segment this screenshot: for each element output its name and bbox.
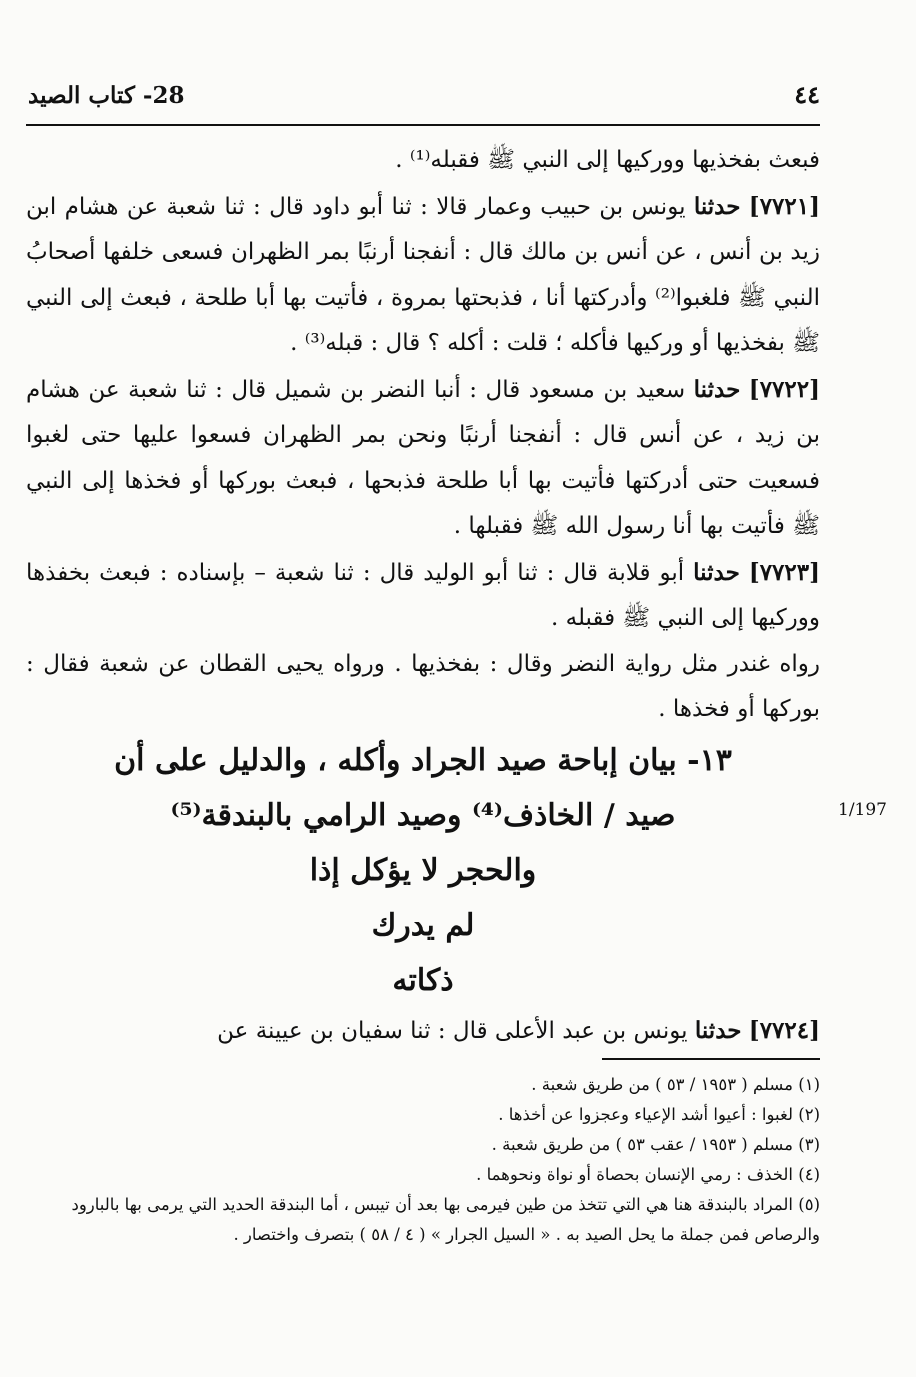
- hadith-lead: حدثنا: [694, 1016, 742, 1044]
- chapter-heading-line-5: ذكاته: [392, 962, 454, 998]
- chapter-heading-line-1: ١٣- بيان إباحة صيد الجراد وأكله ، والدليل على أن: [114, 742, 732, 778]
- footnote-5: (٥) المراد بالبندقة هنا هي التي تتخذ من طين فيرمى بها بعد أن تيبس ، أما البندقة الحديد التي يرمى بها بالبارود والرصاص فمن جملة ما يحل الصيد به . « السيل الجرار » ( ٤ / ٥٨ ) بتصرف واختصار .: [71, 1195, 820, 1244]
- paragraph-rawah: رواه غندر مثل رواية النضر وقال : بفخذيها . ورواه يحيى القطان عن شعبة فقال : بوركها أو فخذها .: [26, 650, 820, 722]
- hadith-lead: حدثنا: [693, 558, 740, 586]
- footnote-rule: [602, 1058, 820, 1060]
- hadith-number: [٧٧٢٣]: [748, 558, 821, 586]
- hadith-7724: [26, 1008, 820, 1055]
- footnote-4: (٤) الخذف : رمي الإنسان بحصاة أو نواة ونحوهما .: [476, 1165, 820, 1184]
- page-number: ٤٤: [794, 80, 820, 109]
- hadith-text: يونس بن عبد الأعلى قال : ثنا سفيان بن عيينة عن: [217, 1017, 688, 1044]
- hadith-text: أبو قلابة قال : ثنا أبو الوليد قال : ثنا شعبة – بإسناده : فبعث بخفذها ووركيها إلى النبي ﷺ فقبله .: [26, 559, 820, 631]
- hadith-text: يونس بن حبيب وعمار قالا : ثنا أبو داود قال : ثنا شعبة عن هشام ابن زيد بن أنس ، عن أنس بن مالك قال : أنفجنا أرنبًا بمر الظهران فسعى خلفها أصحابُ النبي ﷺ فلغبوا⁽²⁾ وأدركتها أنا ، فذبحتها بمروة ، فأتيت بها أبا طلحة ، فبعث إلى النبي ﷺ بفخذيها أو وركيها فأكله ؛ قلت : أكله ؟ قال : قبله⁽³⁾ .: [26, 193, 820, 356]
- hadith-number: [٧٧٢١]: [748, 192, 820, 220]
- chapter-heading-line-4: لم يدرك: [371, 907, 475, 943]
- footnote-2: (٢) لغبوا : أعيوا أشد الإعياء وعجزوا عن أخذها .: [498, 1105, 820, 1124]
- hadith-7723: [26, 550, 820, 642]
- margin-reference: 1/197: [838, 800, 887, 820]
- hadith-7721: [26, 184, 820, 367]
- footnote-1: (١) مسلم ( ١٩٥٣ / ٥٣ ) من طريق شعبة .: [531, 1075, 820, 1094]
- footnotes: [26, 1070, 820, 1250]
- hadith-lead: حدثنا: [693, 192, 741, 220]
- footnote-3: (٣) مسلم ( ١٩٥٣ / عقب ٥٣ ) من طريق شعبة .: [491, 1135, 820, 1154]
- book-title: 28- كتاب الصيد: [28, 82, 185, 109]
- header-rule: [26, 124, 820, 126]
- hadith-number: [٧٧٢٤]: [748, 1016, 820, 1044]
- hadith-lead: حدثنا: [693, 375, 741, 403]
- chapter-heading-line-3: والحجر لا يؤكل إذا: [309, 852, 537, 888]
- hadith-number: [٧٧٢٢]: [748, 375, 820, 403]
- paragraph-continuation: فبعث بفخذيها ووركيها إلى النبي ﷺ فقبله⁽¹⁾ .: [395, 147, 820, 173]
- page-header: [28, 78, 820, 118]
- chapter-heading-line-2: صيد / الخاذف⁽⁴⁾ وصيد الرامي بالبندقة⁽⁵⁾: [170, 797, 676, 833]
- hadith-7722: [26, 367, 820, 550]
- main-text: [26, 138, 820, 1054]
- hadith-text: سعيد بن مسعود قال : أنبا النضر بن شميل قال : ثنا شعبة عن هشام بن زيد ، عن أنس قال : أنفجنا أرنبًا ونحن بمر الظهران فسعوا عليها حتى لغبوا فسعيت حتى أدركتها فأتيت بها أبا طلحة فذبحها ، فبعث بوركها أو فخذها إلى النبي ﷺ فأتيت بها أنا رسول الله ﷺ فقبلها .: [26, 376, 820, 539]
